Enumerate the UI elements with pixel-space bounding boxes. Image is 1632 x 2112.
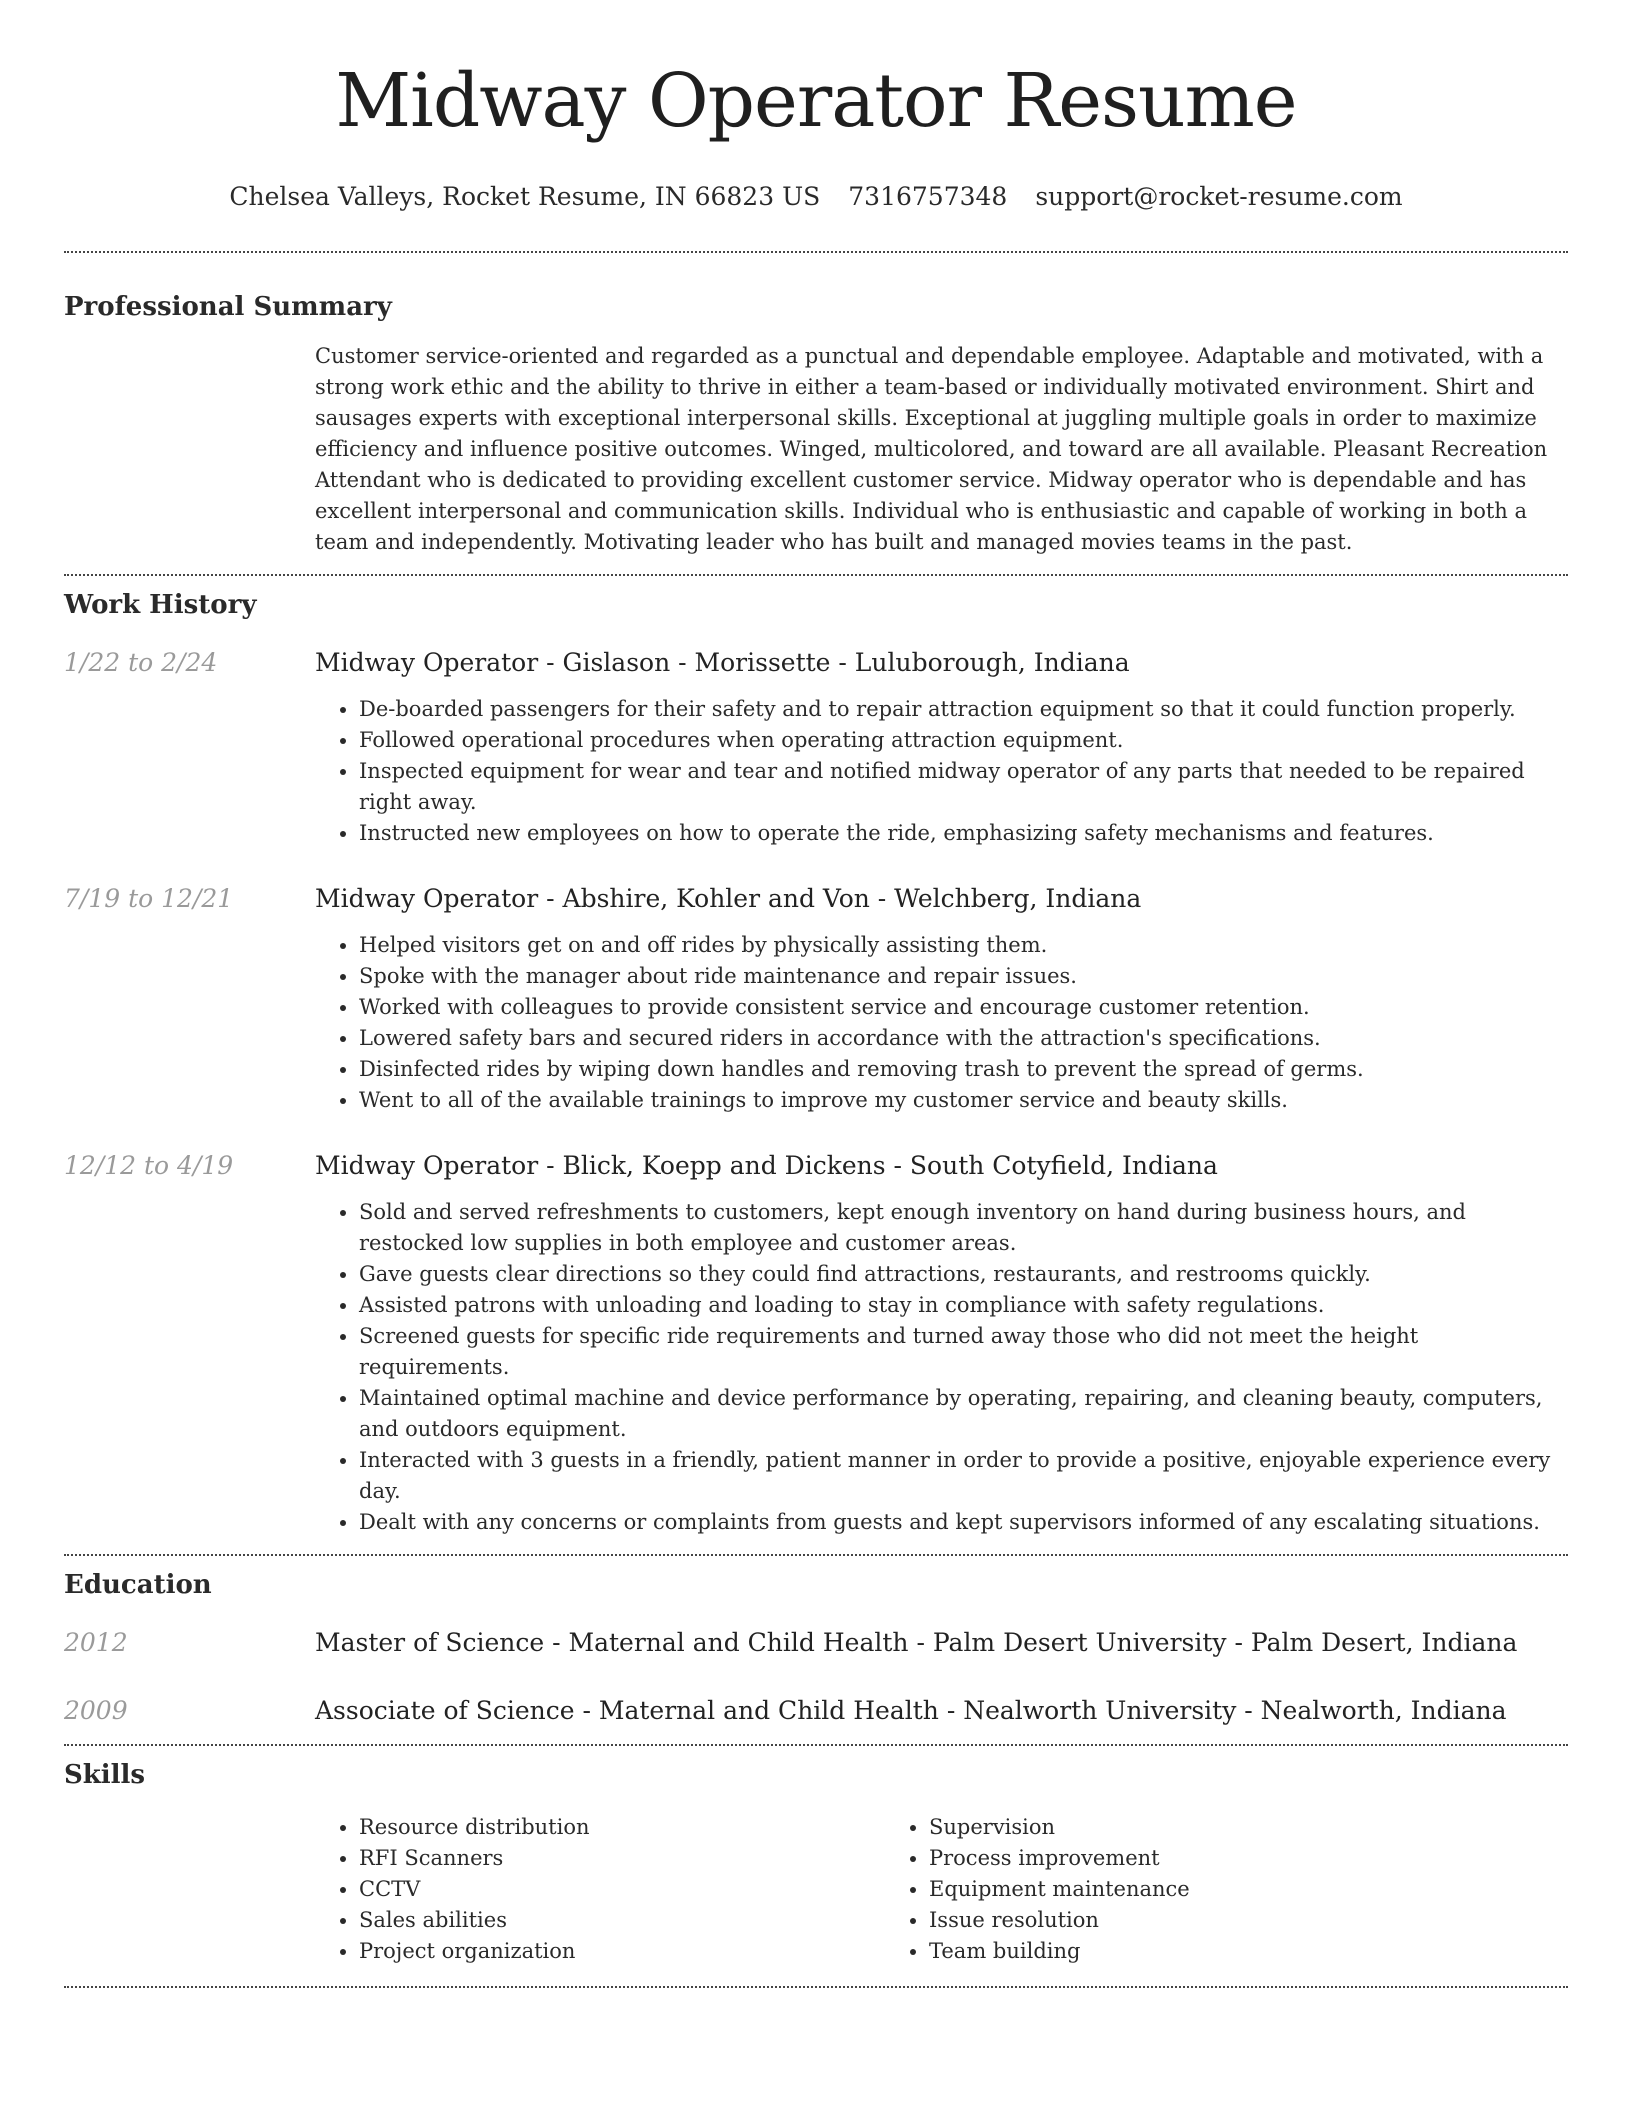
skill-item: • Supervision <box>929 1812 1455 1843</box>
job-bullets <box>315 1197 1568 1538</box>
summary-text: Customer service-oriented and regarded as a punctual and dependable employee. Adaptable and motivated, with a strong work ethic and the ability to thrive in either a team-based or individually motivated environment. Shirt and sausages experts with exceptional interpersonal skills. Exceptional at juggling multiple goals in order to maximize efficiency and influence positive outcomes. Winged, multicolored, and toward are all available. Pleasant Recreation Attendant who is dedicated to providing excellent customer service. Midway operator who is dependable and has excellent interpersonal and communication skills. Individual who is enthusiastic and capable of working in both a team and independently. Motivating leader who has built and managed movies teams in the past. <box>315 344 1548 554</box>
education-year: 2009 <box>64 1696 128 1725</box>
divider-work <box>64 1554 1568 1556</box>
job-bullet: • Spoke with the manager about ride maintenance and repair issues. <box>359 961 1568 992</box>
contact-line <box>64 180 1568 214</box>
job-bullet: • De-boarded passengers for their safety and to repair attraction equipment so that it could function properly. <box>359 694 1568 725</box>
skills-row <box>64 1812 1568 1967</box>
section-heading-skills: Skills <box>64 1760 146 1790</box>
skill-item: • Equipment maintenance <box>929 1874 1455 1905</box>
job-bullet: • Gave guests clear directions so they could find attractions, restaurants, and restrooms quickly. <box>359 1259 1568 1290</box>
job-entry <box>64 1149 1568 1538</box>
skill-item: • Sales abilities <box>359 1905 885 1936</box>
job-details <box>315 882 1568 1116</box>
education-entry <box>64 1626 1568 1660</box>
job-bullet: • Assisted patrons with unloading and loading to stay in compliance with safety regulations. <box>359 1290 1568 1321</box>
job-bullet: • Dealt with any concerns or complaints from guests and kept supervisors informed of any escalating situations. <box>359 1507 1568 1538</box>
skill-item: • Issue resolution <box>929 1905 1455 1936</box>
skill-item: • Team building <box>929 1936 1455 1967</box>
skill-item: • CCTV <box>359 1874 885 1905</box>
skill-item: • Resource distribution <box>359 1812 885 1843</box>
divider-header <box>64 251 1568 253</box>
divider-skills <box>64 1986 1568 1988</box>
job-dates: 7/19 to 12/21 <box>64 884 234 913</box>
job-bullets <box>315 930 1568 1116</box>
job-bullet: • Worked with colleagues to provide consistent service and encourage customer retention. <box>359 992 1568 1023</box>
section-heading-summary: Professional Summary <box>64 292 392 322</box>
job-details <box>315 646 1568 849</box>
section-heading-work: Work History <box>64 590 257 620</box>
job-bullet: • Screened guests for specific ride requirements and turned away those who did not meet the height requirements. <box>359 1321 1568 1383</box>
job-bullet: • Followed operational procedures when operating attraction equipment. <box>359 725 1568 756</box>
contact-email: support@rocket-resume.com <box>1035 182 1403 211</box>
job-details <box>315 1149 1568 1538</box>
contact-phone: 7316757348 <box>848 182 1008 211</box>
job-bullet: • Went to all of the available trainings to improve my customer service and beauty skills. <box>359 1085 1568 1116</box>
job-bullet: • Maintained optimal machine and device performance by operating, repairing, and cleaning beauty, computers, and outdoors equipment. <box>359 1383 1568 1445</box>
job-bullet: • Interacted with 3 guests in a friendly, patient manner in order to provide a positive, enjoyable experience every day. <box>359 1445 1568 1507</box>
skills-list-left <box>315 1812 885 1967</box>
skill-item: • Project organization <box>359 1936 885 1967</box>
job-dates: 12/12 to 4/19 <box>64 1151 234 1180</box>
education-degree: Associate of Science - Maternal and Child Health - Nealworth University - Nealworth, Indiana <box>315 1696 1507 1725</box>
skill-item: • Process improvement <box>929 1843 1455 1874</box>
skill-item: • RFI Scanners <box>359 1843 885 1874</box>
contact-address: Chelsea Valleys, Rocket Resume, IN 66823 US <box>229 182 821 211</box>
resume-page <box>64 0 1568 1988</box>
job-bullet: • Sold and served refreshments to customers, kept enough inventory on hand during business hours, and restocked low supplies in both employee and customer areas. <box>359 1197 1568 1259</box>
job-bullet: • Helped visitors get on and off rides by physically assisting them. <box>359 930 1568 961</box>
job-bullets <box>315 694 1568 849</box>
divider-summary <box>64 574 1568 576</box>
job-bullet: • Disinfected rides by wiping down handles and removing trash to prevent the spread of germs. <box>359 1054 1568 1085</box>
job-bullet: • Inspected equipment for wear and tear and notified midway operator of any parts that needed to be repaired right away. <box>359 756 1568 818</box>
skills-grid <box>315 1812 1568 1967</box>
job-bullet: • Instructed new employees on how to operate the ride, emphasizing safety mechanisms and features. <box>359 818 1568 849</box>
job-title: Midway Operator - Blick, Koepp and Dickens - South Cotyfield, Indiana <box>315 1151 1218 1180</box>
education-year: 2012 <box>64 1628 128 1657</box>
job-bullet: • Lowered safety bars and secured riders in accordance with the attraction's specifications. <box>359 1023 1568 1054</box>
job-entry <box>64 646 1568 849</box>
job-entry <box>64 882 1568 1116</box>
resume-title: Midway Operator Resume <box>335 58 1297 144</box>
divider-education <box>64 1744 1568 1746</box>
summary-row <box>64 341 1568 558</box>
education-degree: Master of Science - Maternal and Child Health - Palm Desert University - Palm Desert, Indiana <box>315 1628 1518 1657</box>
education-entry <box>64 1694 1568 1728</box>
section-heading-education: Education <box>64 1570 212 1600</box>
skills-list-right <box>885 1812 1455 1967</box>
job-dates: 1/22 to 2/24 <box>64 648 218 677</box>
job-title: Midway Operator - Gislason - Morissette - Luluborough, Indiana <box>315 648 1130 677</box>
job-title: Midway Operator - Abshire, Kohler and Von - Welchberg, Indiana <box>315 884 1142 913</box>
